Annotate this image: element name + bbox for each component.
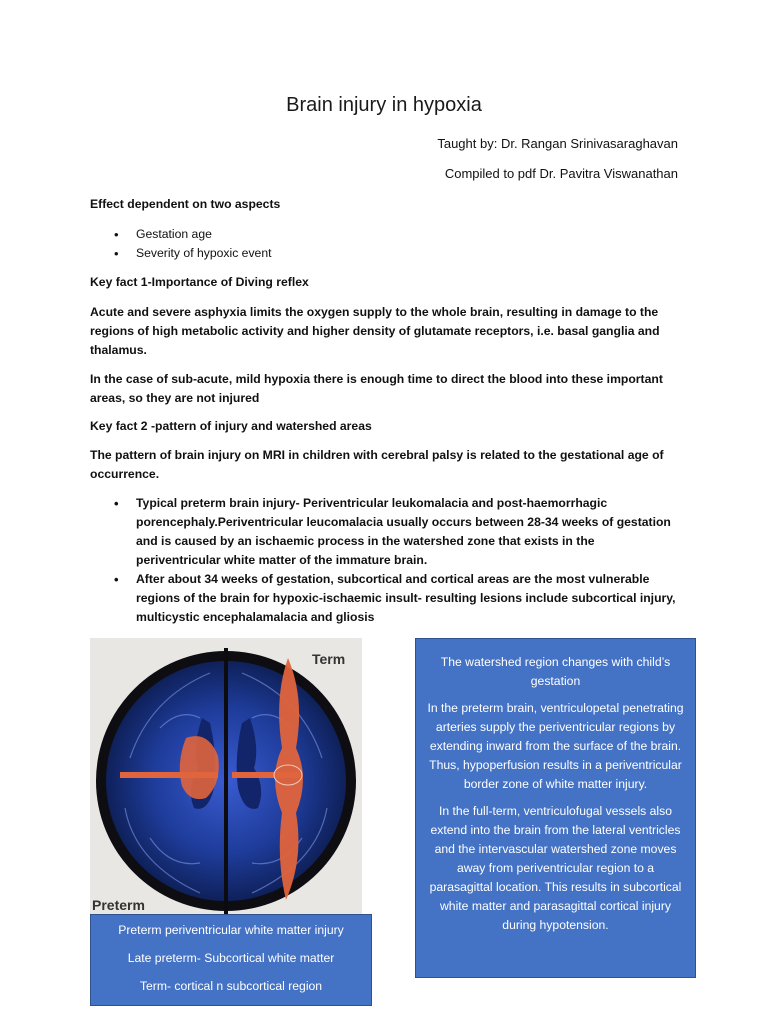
paragraph-pattern: The pattern of brain injury on MRI in children with cerebral palsy is related to the gestational age of occurrence.	[90, 448, 664, 481]
watershed-info-box	[415, 638, 696, 978]
legend-item-late-preterm: Late preterm- Subcortical white matter	[127, 951, 335, 965]
legend-item-term: Term- cortical n subcortical region	[139, 979, 323, 993]
paragraph-acute: Acute and severe asphyxia limits the oxygen supply to the whole brain, resulting in damage to the regions of high metabolic activity and higher density of glutamate receptors, i.e. basal ganglia and thalamus.	[90, 305, 660, 357]
list-item: • Severity of hypoxic event	[90, 244, 272, 263]
info-preterm: In the preterm brain, ventriculopetal penetrating arteries supply the periventricular regions by extending inward from the surface of the brain. Thus, hypoperfusion results in a periventricular border zone of white matter injury.	[427, 701, 684, 791]
info-heading: The watershed region changes with child’s gestation	[440, 655, 671, 688]
compiled-by: Compiled to pdf Dr. Pavitra Viswanathan	[444, 166, 678, 181]
left-penetrating-artery	[120, 772, 218, 778]
list-item: • After about 34 weeks of gestation, subcortical and cortical areas are the most vulnerable regions of the brain for hypoxic-ischaemic insult- resulting lesions include subcortical injury, multicystic encephalamalacia and gliosis	[90, 570, 682, 627]
key-fact-1-heading: Key fact 1-Importance of Diving reflex	[90, 275, 309, 289]
info-term: In the full-term, ventriculofugal vessels also extend into the brain from the lateral ventricles and the intervascular watershed zone moves away from periventricular region to a parasagittal location. This results in subcortical white matter and parasagittal cortical injury during hypotension.	[429, 804, 682, 932]
injury-legend-box	[90, 914, 372, 1006]
aspects-list	[90, 225, 272, 263]
label-preterm: Preterm	[92, 897, 145, 913]
page-title: Brain injury in hypoxia	[286, 94, 482, 116]
brain-diagram	[90, 638, 362, 916]
label-term: Term	[312, 651, 346, 667]
brain-mri-figure	[90, 638, 362, 916]
key-fact-2-heading: Key fact 2 -pattern of injury and watershed areas	[90, 419, 372, 433]
list-item: • Gestation age	[90, 225, 272, 244]
effect-heading: Effect dependent on two aspects	[90, 197, 281, 211]
paragraph-subacute: In the case of sub-acute, mild hypoxia there is enough time to direct the blood into these important areas, so they are not injured	[90, 372, 663, 405]
legend-item-preterm: Preterm periventricular white matter injury	[118, 923, 344, 937]
right-penetrating-artery	[232, 772, 300, 778]
list-item: • Typical preterm brain injury- Periventricular leukomalacia and post-haemorrhagic porencephaly.Periventricular leucomalacia usually occurs between 28-34 weeks of gestation and is caused by an ischaemic process in the watershed zone that exists in the periventricular white matter of the immature brain.	[90, 494, 682, 570]
injury-list	[90, 494, 682, 627]
taught-by: Taught by: Dr. Rangan Srinivasaraghavan	[437, 136, 678, 151]
